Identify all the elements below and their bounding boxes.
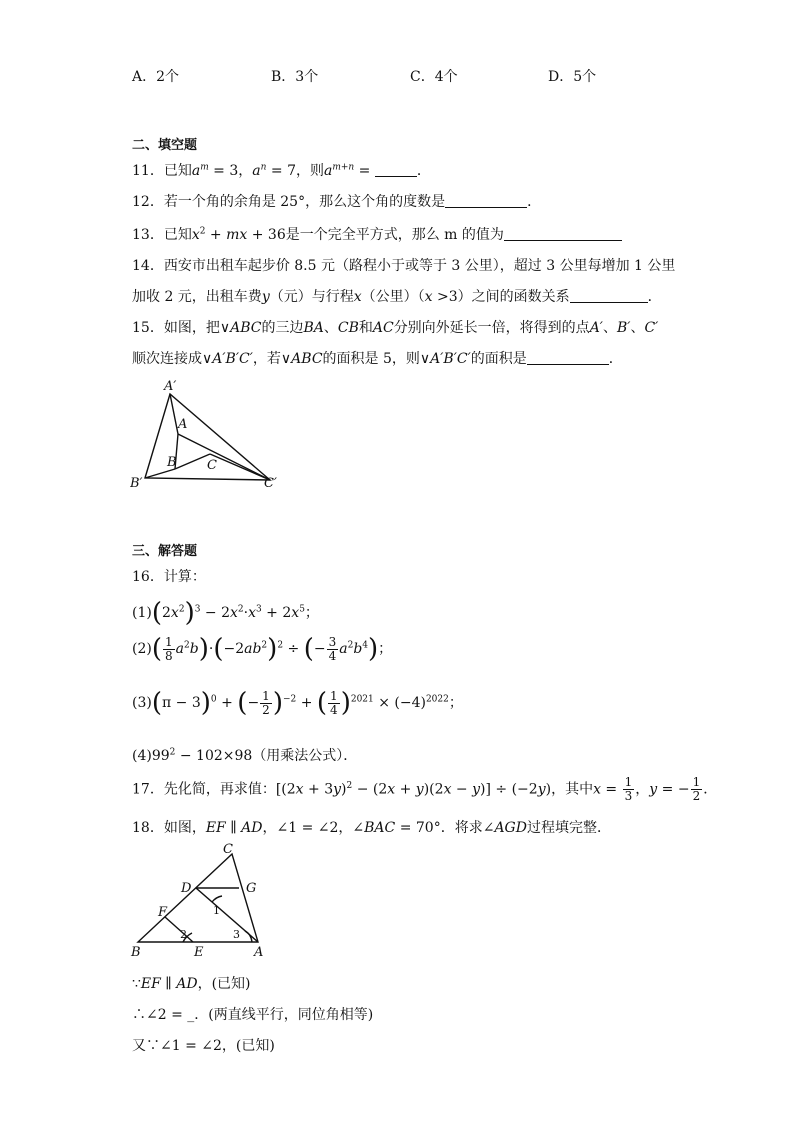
question-16-part-2: (2)( $\frac{1}{8}$ $a^2b)\cdot(-2ab^2)^2$ ÷ (− $\frac{3}{4}$ $a^2b^4$)； [132, 634, 393, 664]
fig15-label-a-prime: A′ [164, 379, 177, 394]
fig18-label-f: F [158, 905, 168, 920]
fig18-label-g: G [246, 881, 257, 896]
question-16-title: 16．计算： [132, 569, 206, 585]
fig18-label-d: D [181, 881, 192, 896]
choice-d: D．5个 [548, 69, 597, 85]
question-13: 13．已知$x^2$ + mx + 36是一个完全平方式，那么 m 的值为 [132, 224, 622, 244]
question-14-line1: 14．西安市出租车起步价 8.5 元（路程小于或等于 3 公里），超过 3 公里每增加 1 公里 [132, 258, 676, 274]
fig18-label-a: A [254, 945, 264, 960]
proof-step-3: 又∵∠1 = ∠2，(已知) [132, 1038, 275, 1054]
question-16-part-4: $(4)99^2 - 102\times 98$（用乘法公式）． [132, 747, 358, 764]
triangle-figure-q18 [128, 842, 278, 960]
section-title-fill-blank: 二、填空题 [132, 138, 198, 153]
fig15-label-c-prime: C′ [264, 476, 277, 491]
fig18-label-e: E [194, 945, 204, 960]
question-16-part-1: $(1)(2x^2)^3 - 2x^2\cdot x^3 + 2x^5$； [132, 598, 319, 628]
question-18: 18．如图，EF ∥ AD，∠1 = ∠2，∠BAC = 70°．将求∠AGD过程填完整． [132, 820, 611, 836]
choice-a: A．2个 [132, 69, 180, 85]
question-12: 12．若一个角的余角是 25°，那么这个角的度数是 ． [132, 194, 542, 210]
fig18-label-b: B [131, 945, 141, 960]
question-14-line2: 加收 2 元，出租车费y（元）与行程x（公里）（x >3）之间的函数关系 ． [132, 289, 662, 305]
fig15-label-a: A [178, 417, 188, 432]
question-16-part-3: $(3)(\pi - 3)^0$ + (− $\frac{1}{2}$ )$^{-2}$ + ( $\frac{1}{4}$ )$^{2021} \times (-4)^{2022}$； [132, 688, 463, 718]
question-15-line2: 顺次连接成∨A′B′C′，若∨ABC的面积是 5，则∨A′B′C′的面积是 ． [132, 351, 623, 367]
choice-c: C．4个 [410, 69, 458, 85]
proof-step-1: ∵EF ∥ AD，(已知) [132, 976, 251, 992]
fig15-label-c: C [207, 458, 217, 473]
choice-b: B．3个 [271, 69, 319, 85]
fig18-label-c: C [223, 842, 233, 857]
fig15-label-b-prime: B′ [130, 476, 143, 491]
fig18-label-2: 2 [180, 928, 187, 941]
proof-step-2: ∴∠2 = _．(两直线平行，同位角相等) [132, 1007, 374, 1023]
fig18-label-1: 1 [213, 904, 220, 917]
section-title-solve: 三、解答题 [132, 544, 198, 559]
fig18-label-3: 3 [233, 928, 240, 941]
question-15-line1: 15．如图，把∨ABC的三边BA、CB和AC分别向外延长一倍，将得到的点A′、B′、C′ [132, 320, 659, 336]
question-11: 11．已知$a^m = 3$，$a^n = 7$，则$a^{m+n}$ = ． [132, 162, 431, 179]
question-17: 17．先化简，再求值：$[(2x + 3y)^2 - (2x + y)(2x - y)] \div (-2y)$，其中x = $\frac{1}{3}$ ，y = − $\frac{1}{2}$ ． [132, 775, 718, 803]
triangle-figure-q15 [130, 374, 290, 494]
fig15-label-b: B [167, 455, 177, 470]
